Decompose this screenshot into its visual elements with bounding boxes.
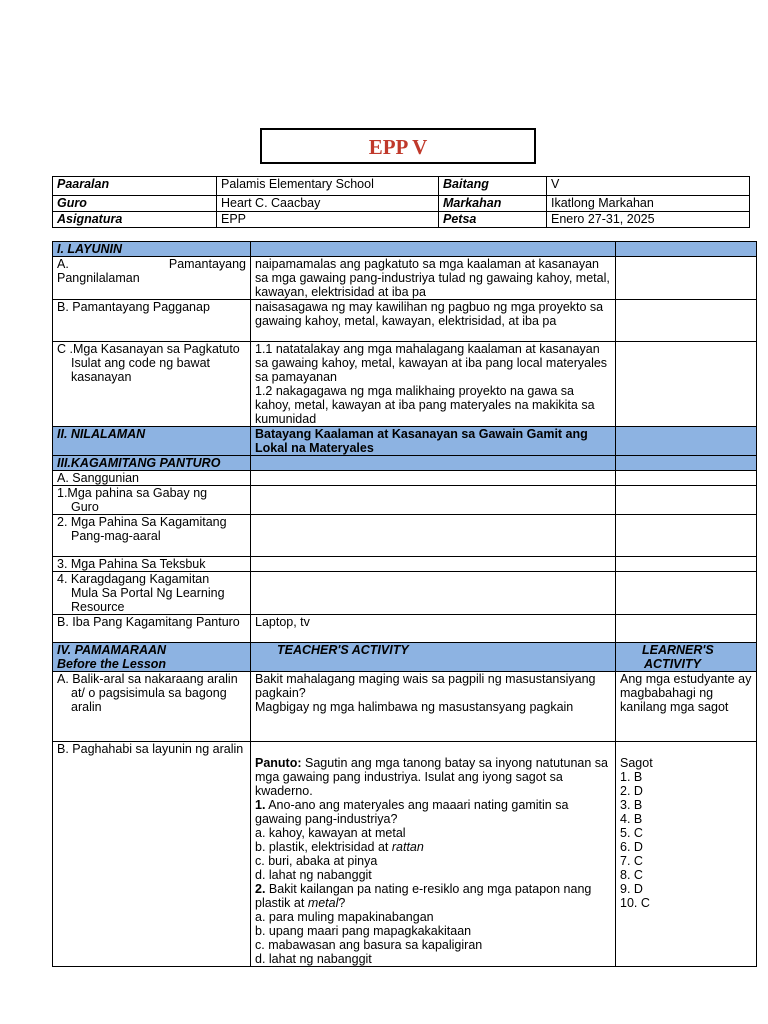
kagamitan-heading: III.KAGAMITANG PANTURO bbox=[53, 456, 251, 471]
label-part: Guro bbox=[71, 500, 99, 514]
table-row bbox=[53, 471, 757, 486]
table-row bbox=[53, 572, 757, 615]
gabay-guro-label bbox=[53, 486, 251, 515]
heading-part: IV. PAMAMARAAN bbox=[57, 643, 167, 657]
answer-item: 1. B bbox=[620, 770, 643, 784]
table-row bbox=[53, 557, 757, 572]
answer-item: 7. C bbox=[620, 854, 643, 868]
balik-aral-teacher bbox=[251, 672, 616, 742]
iba-pang-kagamitan-text: Laptop, tv bbox=[251, 615, 616, 643]
table-row bbox=[53, 672, 757, 742]
sanggunian-label: A. Sanggunian bbox=[53, 471, 251, 486]
label-part: C .Mga Kasanayan sa Pagkatuto bbox=[57, 342, 240, 356]
question-italic: metal bbox=[307, 896, 339, 910]
balik-aral-learner: Ang mga estudyante ay magbabahagi ng kanilang mga sagot bbox=[616, 672, 757, 742]
label-part: Pamantayang bbox=[168, 257, 246, 271]
answer-item: 6. D bbox=[620, 840, 643, 854]
label-part: 1.Mga pahina sa Gabay ng bbox=[57, 486, 208, 500]
label-part: A. bbox=[57, 257, 69, 271]
teacher-activity-heading: TEACHER'S ACTIVITY bbox=[251, 643, 616, 672]
baitang-label: Baitang bbox=[439, 177, 547, 196]
teksbuk-label: 3. Mga Pahina Sa Teksbuk bbox=[53, 557, 251, 572]
nilalaman-text: Batayang Kaalaman at Kasanayan sa Gawain Gamit ang Lokal na Materyales bbox=[251, 427, 616, 456]
paaralan-label: Paaralan bbox=[53, 177, 217, 196]
choice: b. upang maari pang mapagkakakitaan bbox=[255, 924, 472, 938]
petsa-value: Enero 27-31, 2025 bbox=[547, 212, 750, 228]
kagamitang-mag-aaral-label bbox=[53, 515, 251, 557]
question-text: Ano-ano ang materyales ang maaari nating gamitin sa gawaing pang-industriya? bbox=[255, 798, 569, 826]
label-part: Isulat ang code ng bawat kasanayan bbox=[71, 356, 210, 384]
table-row bbox=[53, 742, 757, 967]
answer-item: 9. D bbox=[620, 882, 643, 896]
answer-item: 2. D bbox=[620, 784, 643, 798]
pamantayang-pagganap-text: naisasagawa ng may kawilihan ng pagbuo ng mga proyekto sa gawaing kahoy, metal, kawayan, elektrisidad, at iba pa bbox=[251, 300, 616, 342]
nilalaman-row bbox=[53, 427, 757, 456]
question-text: Bakit kailangan pa nating e-resiklo ang mga patapon nang plastik at bbox=[255, 882, 592, 910]
iba-pang-kagamitan-label: B. Iba Pang Kagamitang Panturo bbox=[53, 615, 251, 643]
asignatura-value: EPP bbox=[217, 212, 439, 228]
layunin-heading: I. LAYUNIN bbox=[53, 242, 251, 257]
table-row bbox=[53, 615, 757, 643]
label-part: 2. Mga Pahina Sa Kagamitang bbox=[57, 515, 227, 529]
question-number: 2. bbox=[255, 882, 266, 896]
kasanayan-text bbox=[251, 342, 616, 427]
answer-list bbox=[620, 770, 752, 910]
panuto-text: Sagutin ang mga tanong batay sa inyong natutunan sa mga gawaing pang industriya. Isulat ang iyong sagot sa kwaderno. bbox=[255, 756, 609, 798]
header-table bbox=[52, 176, 750, 228]
pamantayang-pangnilalaman-text: naipamamalas ang pagkatuto sa mga kaalaman at kasanayan sa mga gawaing pang-industriya tulad ng gawaing kahoy, metal, kawayan, elektrisidad at iba pa bbox=[251, 257, 616, 300]
choice: d. lahat ng nabanggit bbox=[255, 952, 372, 966]
table-row bbox=[53, 515, 757, 557]
choice-text: b. plastik, elektrisidad at bbox=[255, 840, 392, 854]
kasanayan-2: 1.2 nakagagawa ng mga malikhaing proyekto na gawa sa kahoy, metal, kawayan at iba pang materyales na makikita sa kumunidad bbox=[255, 384, 595, 426]
answer-item: 5. C bbox=[620, 826, 643, 840]
learning-resource-label bbox=[53, 572, 251, 615]
pamantayang-pangnilalaman-label bbox=[53, 257, 251, 300]
pamamaraan-heading bbox=[53, 643, 251, 672]
label-part: at/ o pagsisimula sa bagong bbox=[71, 686, 227, 700]
choice: c. mabawasan ang basura sa kapaligiran bbox=[255, 938, 483, 952]
document-title: EPP V bbox=[368, 135, 428, 159]
panuto-label: Panuto: bbox=[255, 756, 302, 770]
lesson-plan-table bbox=[52, 241, 757, 967]
teacher-question: Bakit mahalagang maging wais sa pagpili ng masustansiyang pagkain? bbox=[255, 672, 596, 700]
sagot-label: Sagot bbox=[620, 756, 653, 770]
heading-part: ACTIVITY bbox=[644, 657, 701, 671]
answer-item: 8. C bbox=[620, 868, 643, 882]
teacher-question: Magbigay ng mga halimbawa ng masustansyang pagkain bbox=[255, 700, 574, 714]
balik-aral-label bbox=[53, 672, 251, 742]
kasanayan-1: 1.1 natatalakay ang mga mahalagang kaalaman at kasanayan sa gawaing kahoy, metal, kawayan at iba pang local materyales sa pamayanan bbox=[255, 342, 608, 384]
question-1 bbox=[255, 798, 611, 826]
nilalaman-heading: II. NILALAMAN bbox=[53, 427, 251, 456]
pamamaraan-header-row bbox=[53, 643, 757, 672]
answer-item: 4. B bbox=[620, 812, 643, 826]
choice: a. kahoy, kawayan at metal bbox=[255, 826, 406, 840]
kagamitan-header-row bbox=[53, 456, 757, 471]
table-row bbox=[53, 257, 757, 300]
baitang-value: V bbox=[547, 177, 750, 196]
label-part: A. Balik-aral sa nakaraang aralin bbox=[57, 672, 238, 686]
question-2 bbox=[255, 882, 611, 910]
answer-item: 3. B bbox=[620, 798, 643, 812]
label-part: Mula Sa Portal Ng Learning Resource bbox=[71, 586, 225, 614]
choice bbox=[255, 840, 611, 854]
label-part: aralin bbox=[71, 700, 102, 714]
layunin-header-row bbox=[53, 242, 757, 257]
petsa-label: Petsa bbox=[439, 212, 547, 228]
question-number: 1. bbox=[255, 798, 266, 812]
heading-part: LEARNER'S bbox=[642, 643, 714, 657]
choice: c. buri, abaka at pinya bbox=[255, 854, 378, 868]
guro-value: Heart C. Caacbay bbox=[217, 196, 439, 212]
question-text: ? bbox=[338, 896, 346, 910]
asignatura-label: Asignatura bbox=[53, 212, 217, 228]
table-row bbox=[53, 300, 757, 342]
paghahabi-label: B. Paghahabi sa layunin ng aralin bbox=[53, 742, 251, 967]
pamantayang-pagganap-label: B. Pamantayang Pagganap bbox=[53, 300, 251, 342]
title-box bbox=[260, 128, 536, 164]
label-part: Pang-mag-aaral bbox=[71, 529, 161, 543]
table-row bbox=[53, 486, 757, 515]
table-row bbox=[53, 342, 757, 427]
markahan-label: Markahan bbox=[439, 196, 547, 212]
choice: d. lahat ng nabanggit bbox=[255, 868, 372, 882]
label-part: 4. Karagdagang Kagamitan bbox=[57, 572, 210, 586]
heading-part: Before the Lesson bbox=[57, 657, 167, 671]
guro-label: Guro bbox=[53, 196, 217, 212]
paghahabi-learner bbox=[616, 742, 757, 967]
paaralan-value: Palamis Elementary School bbox=[217, 177, 439, 196]
kasanayan-label bbox=[53, 342, 251, 427]
panuto bbox=[255, 756, 611, 798]
choice: a. para muling mapakinabangan bbox=[255, 910, 434, 924]
label-part: Pangnilalaman bbox=[57, 271, 140, 285]
choice-italic: rattan bbox=[391, 840, 424, 854]
answer-item: 10. C bbox=[620, 896, 650, 910]
learner-activity-heading bbox=[616, 643, 757, 672]
paghahabi-teacher bbox=[251, 742, 616, 967]
markahan-value: Ikatlong Markahan bbox=[547, 196, 750, 212]
